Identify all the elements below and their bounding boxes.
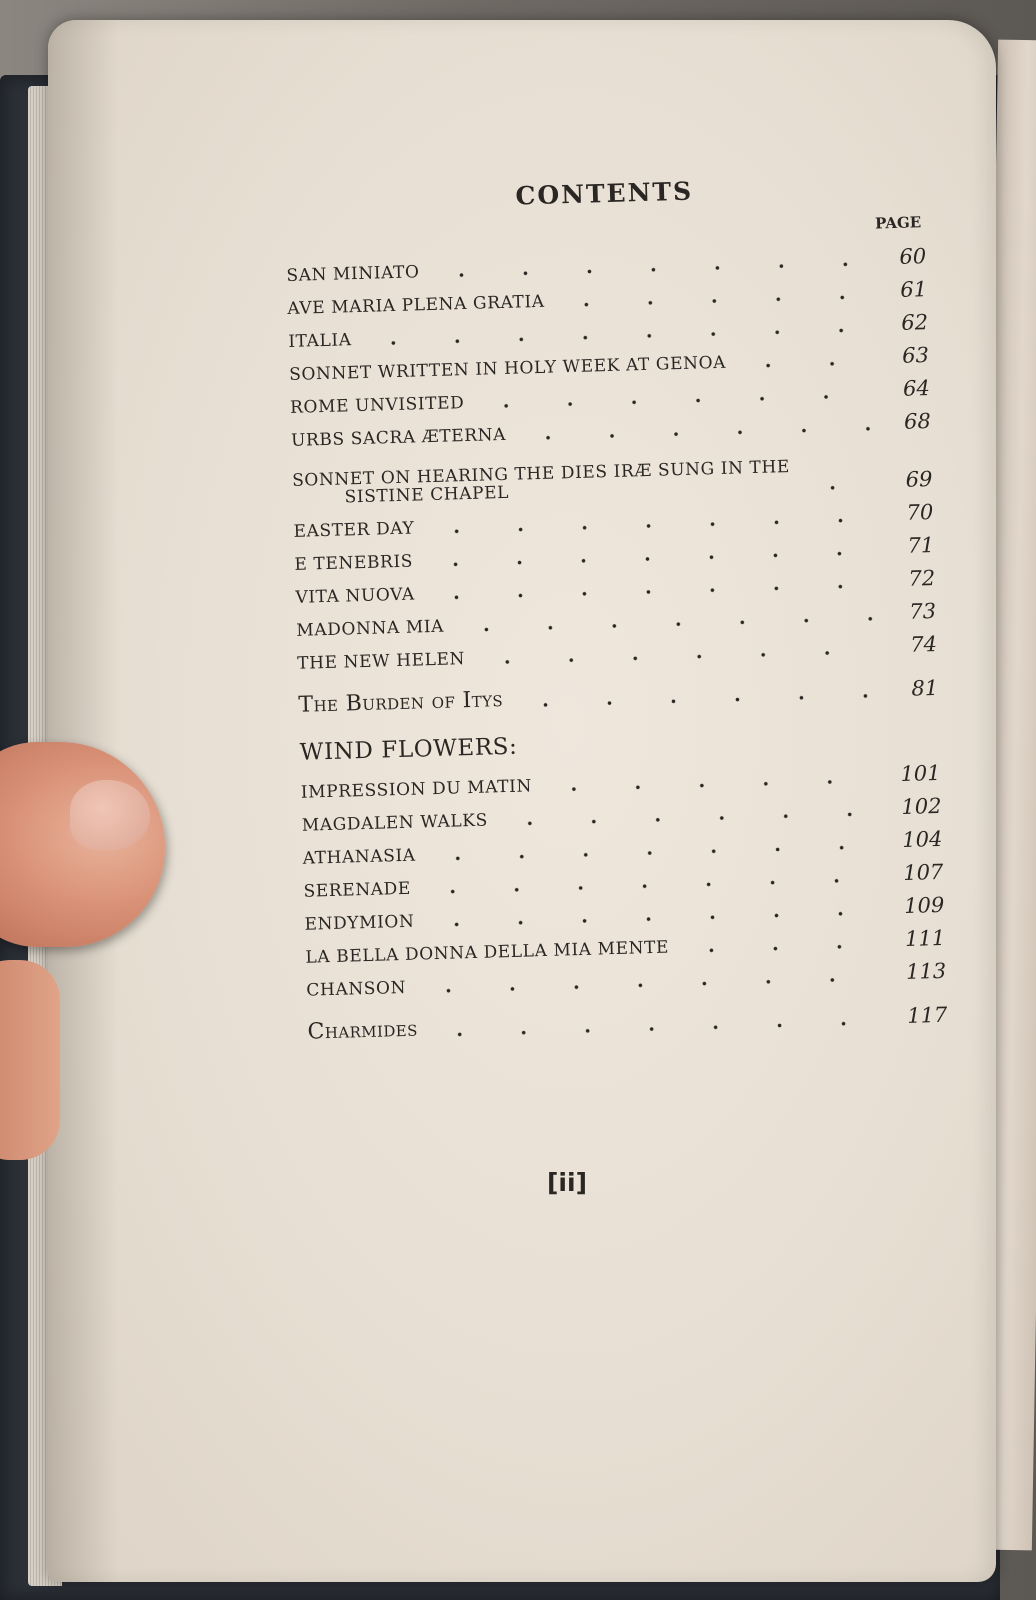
toc-entry-title: ENDYMION (304, 911, 415, 936)
toc-entry-page: 74 (909, 631, 938, 657)
toc-entry-title-line2: SISTINE CHAPEL (344, 483, 510, 508)
finger (0, 960, 60, 1160)
toc-entry-title: SAN MINIATO (286, 262, 420, 287)
toc-entry-title: VITA NUOVA (295, 584, 416, 609)
page-column-header: PAGE (874, 213, 922, 233)
toc-entry-page: 104 (902, 826, 943, 852)
toc-entry-title: IMPRESSION DU MATIN (300, 776, 533, 804)
toc-entry-page: 81 (911, 675, 939, 701)
toc-entry-title: MAGDALEN WALKS (301, 810, 489, 837)
toc-entry-page: 109 (903, 892, 945, 918)
toc-entry-page: 111 (904, 925, 946, 951)
toc-entry-page: 102 (901, 793, 942, 819)
section-heading: WIND FLOWERS: (299, 733, 518, 766)
toc-entry-page: 68 (903, 408, 932, 434)
toc-entry-page: 117 (906, 1002, 948, 1028)
toc-entry-page: 63 (901, 342, 930, 368)
toc-entry-title: THE NEW HELEN (297, 649, 466, 675)
toc-entry-page: 70 (906, 499, 934, 525)
contents-page (48, 20, 996, 1582)
page-number-footer: [ii] (547, 1168, 587, 1197)
thumbnail (70, 780, 150, 850)
toc-entry-page: 61 (900, 276, 928, 302)
toc-entry-title: URBS SACRA ÆTERNA (290, 425, 507, 452)
toc-entry-page: 69 (905, 466, 933, 492)
table-of-contents (284, 170, 948, 1045)
toc-entry-title: E TENEBRIS (294, 551, 414, 576)
dot-leader (800, 485, 878, 491)
toc-entry-page: 71 (907, 532, 935, 558)
toc-entry-title: ATHANASIA (302, 845, 416, 870)
toc-entry-title: ITALIA (288, 330, 352, 353)
toc-entry-page: 72 (908, 565, 936, 591)
toc-entry-page: 62 (900, 309, 929, 335)
toc-entry-title: Charmides (307, 1016, 419, 1045)
toc-entry-title: EASTER DAY (293, 518, 415, 543)
toc-entry-title-line1: SONNET ON HEARING THE DIES IRÆ SUNG IN THE (291, 456, 791, 491)
toc-entry-page: 60 (899, 244, 927, 269)
dot-leader (736, 361, 875, 369)
toc-entry-title: AVE MARIA PLENA GRATIA (287, 292, 545, 320)
dot-leader (513, 693, 884, 707)
toc-entry-title: MADONNA MIA (296, 617, 445, 642)
toc-entry-page: 101 (900, 760, 941, 786)
toc-entry-page: 107 (902, 859, 944, 885)
toc-entry-page: 113 (905, 958, 947, 984)
toc-entry-title: The Burden of Itys (298, 686, 504, 718)
dot-leader (428, 1020, 894, 1037)
toc-entry-title: SONNET WRITTEN IN HOLY WEEK AT GENOA (288, 353, 727, 386)
toc-entry-title: LA BELLA DONNA DELLA MIA MENTE (305, 937, 670, 969)
toc-entry-title: SERENADE (303, 879, 412, 903)
toc-entry-page: 64 (902, 375, 931, 401)
toc-entry-title: CHANSON (306, 978, 407, 1001)
contents-heading: CONTENTS (515, 176, 694, 211)
toc-entry-title: ROME UNVISITED (289, 393, 465, 419)
toc-entry-page: 73 (909, 598, 937, 624)
